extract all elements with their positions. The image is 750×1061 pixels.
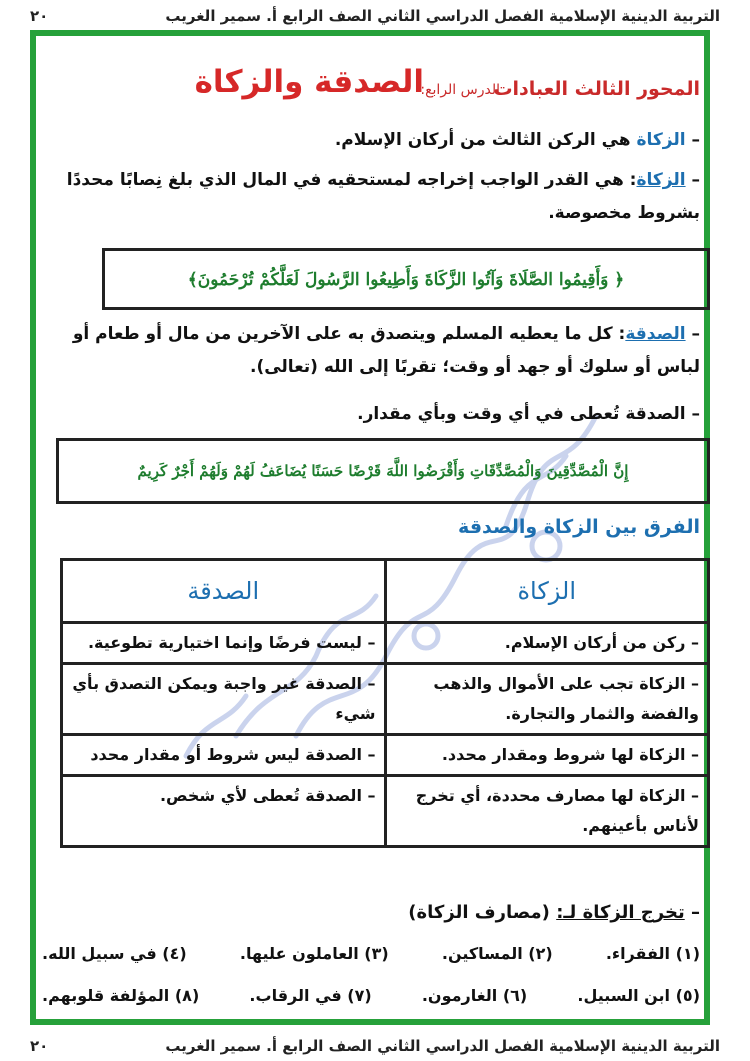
header-page-number: ٢٠ [30, 7, 49, 25]
expenditures-label: تخرج الزكاة لـ: [556, 902, 685, 923]
comparison-table [60, 558, 710, 848]
table-cell: – الصدقة ليس شروط أو مقدار محدد [62, 735, 386, 776]
table-cell: – ليست فرضًا وإنما اختيارية تطوعية. [62, 623, 386, 664]
expenditures-title: (مصارف الزكاة) [408, 902, 557, 923]
list-item: (٦) الغارمون. [421, 986, 528, 1005]
bullet-dash: – [684, 902, 700, 923]
list-item: (٨) المؤلفة قلوبهم. [42, 986, 200, 1005]
page-footer [30, 1034, 720, 1058]
zakat-definition-paragraph [42, 164, 700, 230]
expenditures-row-1 [42, 944, 700, 963]
verse-box-zakat [102, 248, 710, 310]
list-item: (٢) المساكين. [441, 944, 553, 963]
bullet-dash: – [685, 130, 700, 150]
column-header-sadaqa: الصدقة [62, 560, 386, 623]
table-row [62, 735, 709, 776]
table-row [62, 623, 709, 664]
expenditures-heading [408, 902, 700, 923]
table-cell: – الصدقة تُعطى لأي شخص. [62, 776, 386, 847]
list-item: (١) الفقراء. [605, 944, 700, 963]
table-cell: – الزكاة لها مصارف محددة، أي تخرج لأناس بأعينهم. [385, 776, 709, 847]
table-cell: – الصدقة غير واجبة ويمكن التصدق بأي شيء [62, 664, 386, 735]
term-zakat: الزكاة [636, 170, 686, 190]
lesson-title: الصدقة والزكاة [194, 64, 424, 100]
list-item: (٤) في سبيل الله. [42, 944, 187, 963]
axis-title: المحور الثالث العبادات [493, 78, 700, 100]
sadaqa-definition-paragraph [42, 318, 700, 384]
header-subject: التربية الدينية الإسلامية الفصل الدراسي الثاني الصف الرابع أ. سمير الغريب [165, 7, 720, 25]
sadaqa-time-paragraph: – الصدقة تُعطى في أي وقت وبأي مقدار. [357, 404, 700, 424]
verse-box-sadaqa [56, 438, 710, 504]
paragraph-text: : كل ما يعطيه المسلم ويتصدق به على الآخرين من مال أو طعام أو لباس أو سلوك أو جهد أو وقت؛ تقربًا إلى الله (تعالى). [72, 324, 700, 377]
list-item: (٣) العاملون عليها. [239, 944, 389, 963]
expenditures-row-2 [42, 986, 700, 1005]
quran-verse: إِنَّ الْمُصَّدِّقِينَ وَالْمُصَّدِّقَاتِ وَأَقْرَضُوا اللَّهَ قَرْضًا حَسَنًا يُضَاعَفُ لَهُمْ وَلَهُمْ أَجْرٌ كَرِيمٌ [137, 462, 629, 480]
paragraph-text: هي الركن الثالث من أركان الإسلام. [334, 130, 637, 150]
lesson-label: الدرس الرابع: [420, 82, 500, 98]
zakat-pillar-paragraph [42, 124, 700, 157]
table-header-row [62, 560, 709, 623]
table-cell: – الزكاة لها شروط ومقدار محدد. [385, 735, 709, 776]
list-item: (٧) في الرقاب. [249, 986, 372, 1005]
lesson-title-row [40, 66, 700, 112]
quran-verse: ﴿ وَأَقِيمُوا الصَّلَاةَ وَآتُوا الزَّكَاةَ وَأَطِيعُوا الرَّسُولَ لَعَلَّكُمْ تُرْحَمُونَ﴾ [187, 269, 625, 290]
term-zakat: الزكاة [636, 130, 686, 150]
footer-page-number: ٢٠ [30, 1037, 49, 1055]
bullet-dash: – [685, 324, 700, 344]
bullet-dash: – [685, 170, 700, 190]
footer-subject: التربية الدينية الإسلامية الفصل الدراسي الثاني الصف الرابع أ. سمير الغريب [165, 1037, 720, 1055]
table-row [62, 664, 709, 735]
table-cell: – ركن من أركان الإسلام. [385, 623, 709, 664]
difference-heading: الفرق بين الزكاة والصدقة [458, 516, 700, 538]
term-sadaqa: الصدقة [625, 324, 686, 344]
paragraph-text: : هي القدر الواجب إخراجه لمستحقيه في المال الذي بلغ نِصابًا محددًا بشروط مخصوصة. [66, 170, 700, 223]
content-frame [30, 30, 710, 1025]
table-cell: – الزكاة تجب على الأموال والذهب والفضة والثمار والتجارة. [385, 664, 709, 735]
table-row [62, 776, 709, 847]
column-header-zakat: الزكاة [385, 560, 709, 623]
page-header [30, 4, 720, 28]
list-item: (٥) ابن السبيل. [577, 986, 700, 1005]
